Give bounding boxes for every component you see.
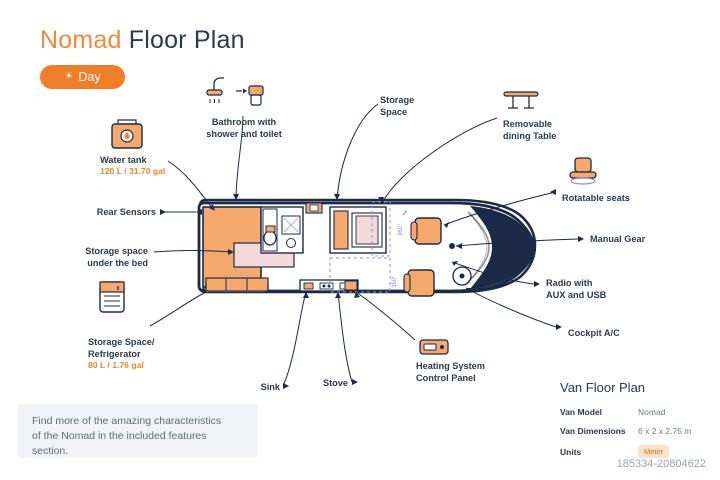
callout-water-tank: Water tank 120 L / 31.70 gal	[100, 155, 166, 177]
features-note	[18, 404, 258, 458]
sun-icon: ☀	[64, 71, 74, 82]
callout-storage-refrigerator: Storage Space/ Refrigerator 80 L / 1.76 gal	[88, 337, 155, 371]
callout-heating-panel: Heating System Control Panel	[416, 361, 485, 384]
callout-removable-dining-table: Removable dining Table	[503, 119, 557, 142]
callout-manual-gear: Manual Gear	[590, 234, 646, 244]
callout-radio-aux-usb: Radio with AUX and USB	[546, 278, 607, 301]
callout-rotatable-seats: Rotatable seats	[562, 193, 630, 203]
features-note-line1: Find more of the amazing characteristics	[32, 415, 222, 427]
asset-id-code: 185334-20804622	[616, 458, 706, 470]
spec-key: Van Dimensions	[560, 426, 626, 436]
features-note-line2: of the Nomad in the included features section.	[32, 430, 207, 458]
spec-value: 6 x 2 x 2.75 m	[638, 426, 692, 436]
units-badge[interactable]: Meter	[638, 445, 669, 458]
callout-storage-under-bed: Storage space under the bed	[85, 246, 148, 269]
spec-row-van-model	[560, 407, 705, 417]
callout-cockpit-ac: Cockpit A/C	[568, 328, 620, 338]
svg-text:360°: 360°	[392, 275, 398, 288]
callout-storage-space: Storage Space	[380, 95, 415, 118]
spec-panel	[560, 380, 705, 467]
page-title-brand: Nomad	[40, 26, 122, 54]
spec-key: Van Model	[560, 407, 603, 417]
spec-row-van-dimensions	[560, 426, 705, 436]
spec-key: Units	[560, 446, 582, 457]
page-title-rest: Floor Plan	[121, 26, 245, 54]
spec-value: Nomad	[638, 407, 666, 417]
callout-sink: Sink	[260, 382, 280, 392]
day-mode-label: Day	[78, 70, 101, 84]
spec-row-units	[560, 445, 705, 458]
spec-panel-heading: Van Floor Plan	[560, 380, 646, 395]
callout-bathroom: Bathroom with shower and toilet	[206, 117, 282, 140]
callout-stove: Stove	[322, 378, 348, 388]
svg-text:360°: 360°	[398, 223, 404, 236]
callout-rear-sensors: Rear Sensors	[96, 207, 156, 217]
